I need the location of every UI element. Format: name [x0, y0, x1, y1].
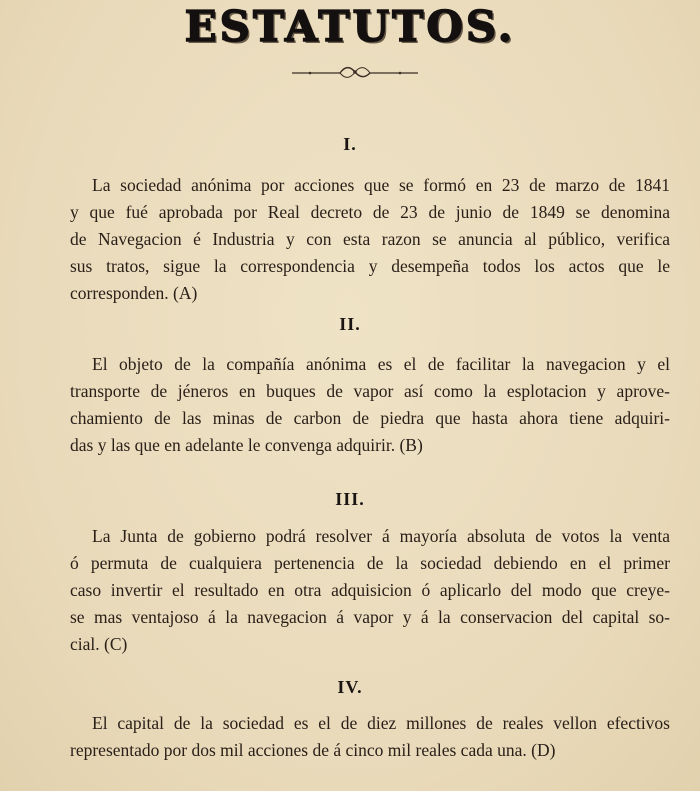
paragraph-line: transporte de jéneros en buques de vapor así como la esplotacion y aprove- [70, 381, 670, 401]
paragraph-line: das y las que en adelante le convenga adquirir. (B) [70, 435, 423, 455]
section-paragraph-1 [70, 172, 670, 307]
paragraph-line: y que fué aprobada por Real decreto de 23 de junio de 1849 se denomina [70, 202, 670, 222]
section-paragraph-3 [70, 523, 670, 658]
paragraph-line: chamiento de las minas de carbon de piedra que hasta ahora tiene adquiri- [70, 408, 670, 428]
paragraph-line: El capital de la sociedad es el de diez millones de reales vellon efectivos [92, 713, 670, 733]
paragraph-line: de Navegacion é Industria y con esta razon se anuncia al público, verifica [70, 229, 670, 249]
section-heading-4: IV. [337, 677, 363, 697]
paragraph-line: caso invertir el resultado en otra adquisicion ó aplicarlo del modo que creye- [70, 580, 670, 600]
paragraph-line: representado por dos mil acciones de á cinco mil reales cada una. (D) [70, 740, 556, 760]
section-heading-1: I. [343, 134, 357, 154]
section-heading-2: II. [339, 314, 361, 334]
paragraph-line: El objeto de la compañía anónima es el de facilitar la navegacion y el [92, 354, 670, 374]
paragraph-line: ó permuta de cualquiera pertenencia de la sociedad debiendo en el primer [70, 553, 670, 573]
paragraph-line: corresponden. (A) [70, 283, 198, 303]
paragraph-line: sus tratos, sigue la correspondencia y desempeña todos los actos que le [70, 256, 670, 276]
paragraph-line: se mas ventajoso á la navegacion á vapor y á la conservacion del capital so- [70, 607, 670, 627]
paragraph-line: La Junta de gobierno podrá resolver á mayoría absoluta de votos la venta [92, 526, 670, 546]
section-paragraph-4 [70, 710, 670, 764]
ornament-divider-icon [290, 64, 420, 80]
paragraph-line: La sociedad anónima por acciones que se formó en 23 de marzo de 1841 [92, 175, 670, 195]
section-heading-3: III. [335, 489, 365, 509]
page-title: ESTATUTOS. [184, 2, 516, 51]
paragraph-line: cial. (C) [70, 634, 128, 654]
section-paragraph-2 [70, 351, 670, 459]
